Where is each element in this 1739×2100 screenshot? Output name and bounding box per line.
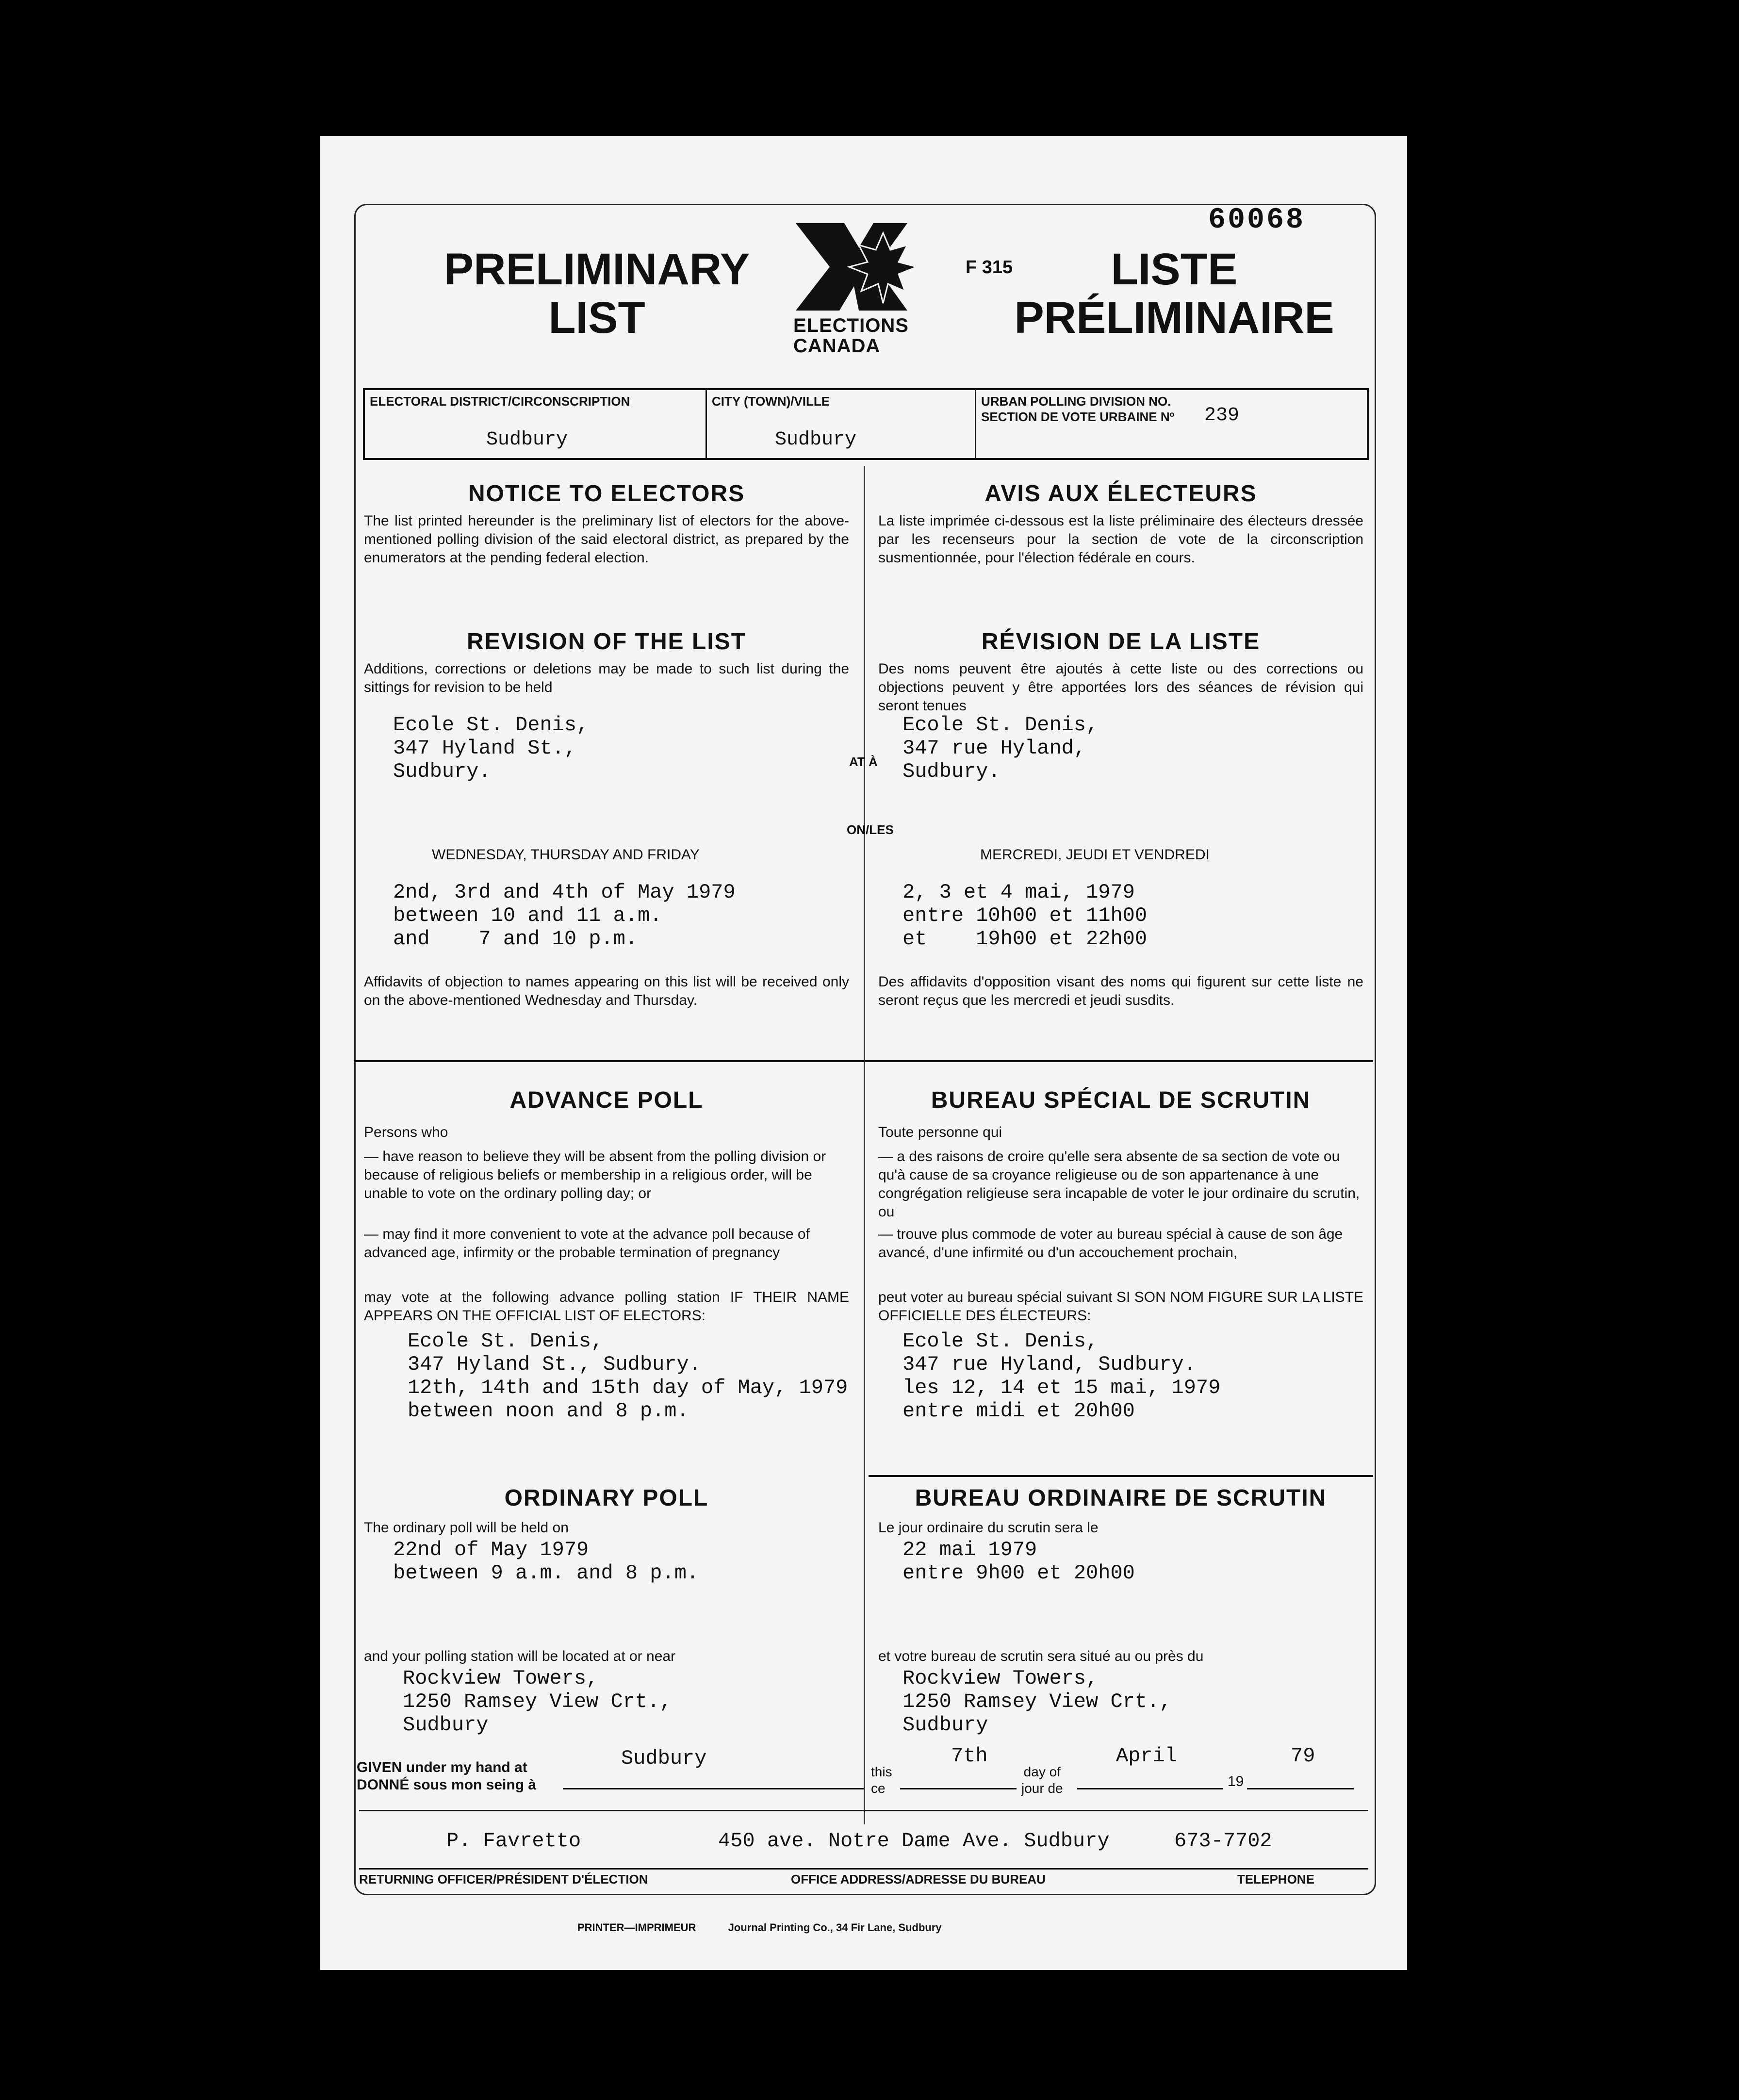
header-box	[363, 388, 1369, 460]
revision-days-fr: MERCREDI, JEUDI ET VENDREDI	[980, 847, 1210, 863]
revision-place-fr: Ecole St. Denis, 347 rue Hyland, Sudbury.	[902, 713, 1099, 783]
advance-place-en: Ecole St. Denis, 347 Hyland St., Sudbury. 12th, 14th and 15th day of May, 1979 between noon and 8 p.m.	[408, 1329, 848, 1423]
revision-text-en: Additions, corrections or deletions may be made to such list during the sittings for revision to be held	[364, 661, 849, 695]
advance-condition-en: may vote at the following advance polling station IF THEIR NAME APPEARS ON THE OFFICIAL LIST OF ELECTORS:	[364, 1289, 849, 1324]
revision-dates-en: 2nd, 3rd and 4th of May 1979 between 10 and 11 a.m. and 7 and 10 p.m.	[393, 881, 736, 951]
jour-de-label: jour de	[1021, 1781, 1063, 1796]
ordinary-date-fr: 22 mai 1979 entre 9h00 et 20h00	[902, 1538, 1135, 1585]
printer-block	[577, 1921, 942, 1934]
title-fr-line-1: LISTE	[1111, 245, 1238, 294]
day-of-label: day of	[1023, 1764, 1061, 1779]
section-rule-advance	[354, 1060, 1373, 1062]
given-year: 79	[1291, 1744, 1315, 1768]
given-label	[357, 1759, 536, 1794]
title-french	[990, 245, 1359, 342]
ordinary-heading-en: ORDINARY POLL	[504, 1485, 709, 1511]
affidavit-text-en: Affidavits of objection to names appearing on this list will be received only on the above-mentioned Wednesday and Thursday.	[364, 974, 849, 1008]
advance-intro-en: Persons who	[364, 1124, 448, 1140]
printer-label: PRINTER—IMPRIMEUR	[577, 1921, 696, 1934]
revision-days-en: WEDNESDAY, THURSDAY AND FRIDAY	[432, 847, 700, 863]
this-label-block	[871, 1764, 892, 1797]
notice-text-fr: La liste imprimée ci-dessous est la liste préliminaire des électeurs dressée par les recenseurs pour la section de vote de la circonscription susmentionnée, pour l'élection fédérale en cours.	[878, 513, 1363, 566]
given-month: April	[1116, 1744, 1178, 1768]
on-label: ON/LES	[847, 822, 894, 837]
form-number: F 315	[966, 257, 1013, 278]
advance-condition-fr: peut voter au bureau spécial suivant SI SON NOM FIGURE SUR LA LISTE OFFICIELLE DES ÉLECTEURS:	[878, 1289, 1363, 1324]
year-line	[1247, 1788, 1354, 1789]
officer-label: RETURNING OFFICER/PRÉSIDENT D'ÉLECTION	[359, 1872, 648, 1887]
ordinary-location-text-fr: et votre bureau de scrutin sera situé au ou près du	[878, 1648, 1204, 1664]
city-cell	[707, 390, 976, 458]
officer-top-rule	[359, 1810, 1368, 1811]
title-en-line-2: LIST	[548, 293, 645, 343]
revision-place-en: Ecole St. Denis, 347 Hyland St., Sudbury.	[393, 713, 589, 783]
given-place: Sudbury	[621, 1747, 707, 1770]
given-label-fr: DONNÉ sous mon seing à	[357, 1777, 537, 1793]
officer-phone: 673-7702	[1174, 1829, 1272, 1853]
logo-text-line-1: ELECTIONS	[793, 315, 909, 336]
advance-bullet-1-fr: — a des raisons de croire qu'elle sera absente de sa section de vote ou qu'à cause de sa croyance religieuse ou de son appartenance à une congrégation religieuse sera incapable de voter le jour ordinaire du scrutin, ou	[878, 1148, 1360, 1220]
advance-bullet-1-en: — have reason to believe they will be absent from the polling division or because of religious beliefs or membership in a religious order, will be unable to vote on the ordinary polling day; or	[364, 1148, 826, 1201]
division-cell	[976, 390, 1367, 458]
ordinary-text-en: The ordinary poll will be held on	[364, 1520, 569, 1536]
printer-name: Journal Printing Co., 34 Fir Lane, Sudbury	[728, 1921, 942, 1934]
logo-text	[793, 315, 919, 356]
given-place-line	[563, 1788, 864, 1789]
title-fr-line-2: PRÉLIMINAIRE	[1014, 293, 1334, 343]
form-sheet	[320, 136, 1407, 1970]
advance-heading-fr: BUREAU SPÉCIAL DE SCRUTIN	[931, 1087, 1311, 1113]
notice-heading-en: NOTICE TO ELECTORS	[468, 481, 745, 507]
affidavit-text-fr: Des affidavits d'opposition visant des noms qui figurent sur cette liste ne seront reçus que les mercredi et jeudi susdits.	[878, 974, 1363, 1008]
division-label-en: URBAN POLLING DIVISION NO.	[981, 394, 1171, 409]
advance-place-fr: Ecole St. Denis, 347 rue Hyland, Sudbury. les 12, 14 et 15 mai, 1979 entre midi et 20h00	[902, 1329, 1221, 1423]
serial-number: 60068	[1208, 204, 1306, 237]
division-value: 239	[1204, 405, 1240, 427]
title-en-line-1: PRELIMINARY	[443, 245, 750, 294]
year-prefix: 19	[1228, 1773, 1244, 1789]
address-label: OFFICE ADDRESS/ADRESSE DU BUREAU	[791, 1872, 1046, 1887]
district-value: Sudbury	[486, 429, 568, 451]
ordinary-location-en: Rockview Towers, 1250 Ramsey View Crt., Sudbury	[403, 1667, 672, 1737]
column-divider	[864, 466, 865, 1824]
district-cell	[365, 390, 707, 458]
day-line	[900, 1788, 1017, 1789]
ce-label: ce	[871, 1781, 886, 1796]
city-value: Sudbury	[775, 429, 857, 451]
advance-bullet-2-fr: — trouve plus commode de voter au bureau spécial à cause de son âge avancé, d'une infirmité ou d'un accouchement prochain,	[878, 1226, 1343, 1261]
at-label: AT À	[849, 755, 878, 769]
given-label-en: GIVEN under my hand at	[357, 1759, 527, 1775]
this-label: this	[871, 1764, 892, 1779]
ordinary-text-fr: Le jour ordinaire du scrutin sera le	[878, 1520, 1099, 1536]
logo-text-line-2: CANADA	[793, 335, 881, 357]
month-line	[1077, 1788, 1223, 1789]
revision-text-fr: Des noms peuvent être ajoutés à cette liste ou des corrections ou objections peuvent y être apportées lors des séances de révision qui seront tenues	[878, 661, 1363, 714]
elections-canada-logo-icon	[786, 218, 922, 315]
revision-dates-fr: 2, 3 et 4 mai, 1979 entre 10h00 et 11h00 et 19h00 et 22h00	[902, 881, 1148, 951]
city-label: CITY (TOWN)/VILLE	[712, 394, 830, 409]
notice-heading-fr: AVIS AUX ÉLECTEURS	[984, 481, 1257, 507]
district-label: ELECTORAL DISTRICT/CIRCONSCRIPTION	[370, 394, 630, 409]
section-rule-ordinary	[869, 1475, 1373, 1477]
advance-heading-en: ADVANCE POLL	[509, 1087, 704, 1113]
ordinary-date-en: 22nd of May 1979 between 9 a.m. and 8 p.m.	[393, 1538, 699, 1585]
officer-address: 450 ave. Notre Dame Ave. Sudbury	[718, 1829, 1110, 1853]
ordinary-location-text-en: and your polling station will be located at or near	[364, 1648, 676, 1664]
revision-heading-en: REVISION OF THE LIST	[466, 629, 747, 655]
ordinary-location-fr: Rockview Towers, 1250 Ramsey View Crt., Sudbury	[902, 1667, 1172, 1737]
notice-text-en: The list printed hereunder is the preliminary list of electors for the above-mentioned polling division of the said electoral district, as prepared by the enumerators at the pending federal election.	[364, 513, 849, 566]
officer-name: P. Favretto	[446, 1829, 581, 1853]
revision-heading-fr: RÉVISION DE LA LISTE	[981, 629, 1261, 655]
title-english	[412, 245, 781, 342]
given-day: 7th	[951, 1744, 988, 1768]
advance-bullet-2-en: — may find it more convenient to vote at the advance poll because of advanced age, infirmity or the probable termination of pregnancy	[364, 1226, 810, 1261]
division-label-fr: SECTION DE VOTE URBAINE Nº	[981, 410, 1175, 424]
advance-intro-fr: Toute personne qui	[878, 1124, 1002, 1140]
ordinary-heading-fr: BUREAU ORDINAIRE DE SCRUTIN	[915, 1485, 1327, 1511]
day-of-label-block	[1021, 1764, 1063, 1797]
phone-label: TELEPHONE	[1237, 1872, 1314, 1887]
officer-bottom-rule	[359, 1868, 1368, 1870]
